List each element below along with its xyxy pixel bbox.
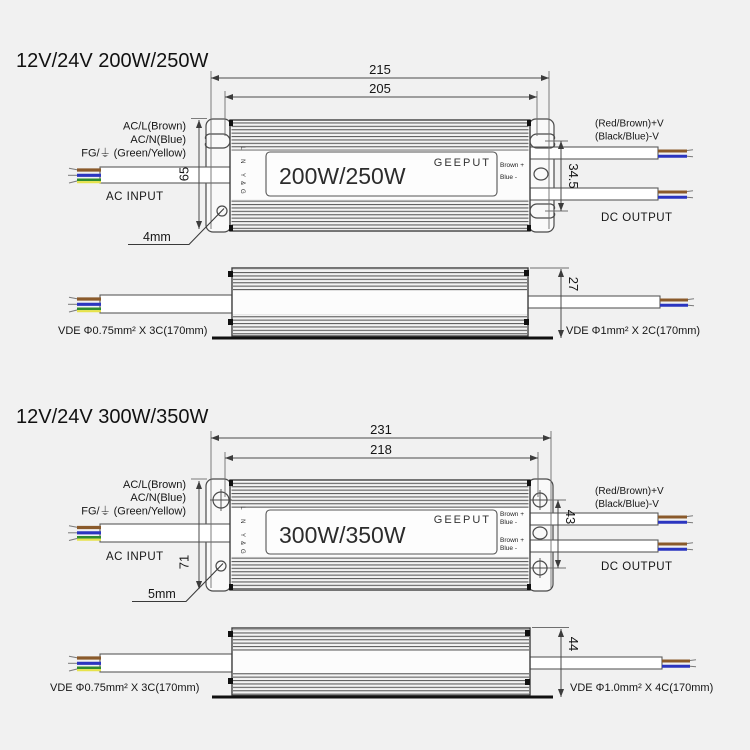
dim-hole-pitch: 43 (563, 509, 578, 525)
dc-negative-label: (Black/Blue)-V (595, 499, 659, 510)
dim-hole-pitch: 34.5 (566, 163, 581, 189)
model-label: 200W/250W (279, 163, 406, 189)
input-cable-spec: VDE Φ0.75mm² X 3C(170mm) (58, 325, 208, 337)
dc-positive-label: (Red/Brown)+V (595, 118, 664, 130)
ac-ground-label: FG/⏚ (Green/Yellow) (81, 147, 186, 160)
dc-negative-label: (Black/Blue)-V (595, 131, 659, 143)
terminal-blue-label: Blue - (500, 174, 517, 181)
hole-diameter-note: 5mm (148, 587, 176, 601)
heatsink-fins-bottom (232, 557, 529, 590)
input-cable-spec: VDE Φ0.75mm² X 3C(170mm) (50, 682, 200, 694)
right-mounting-bracket (528, 479, 553, 591)
ac-live-label: AC/L(Brown) (123, 120, 186, 133)
heatsink-fins-top (232, 482, 529, 509)
dim-outer-length: 231 (370, 422, 392, 437)
terminal-brown-label-2: Brown + (500, 537, 525, 544)
heatsink-fins-top (232, 122, 529, 151)
dim-height: 71 (176, 554, 192, 570)
ac-neutral-label: AC/N(Blue) (130, 134, 186, 146)
ac-input-cable-side (68, 654, 232, 672)
dim-outer-length: 215 (369, 62, 391, 77)
brand-label: GEEPUT (433, 514, 491, 526)
section-title: 12V/24V 200W/250W (16, 50, 209, 72)
dim-inner-length: 205 (369, 81, 391, 96)
dim-height: 65 (176, 166, 192, 182)
terminal-brown-label-1: Brown + (500, 511, 525, 518)
output-cable-spec: VDE Φ1.0mm² X 4C(170mm) (570, 682, 714, 694)
ac-live-label: AC/L(Brown) (123, 479, 186, 491)
dim-inner-length: 218 (370, 442, 392, 457)
ac-input-cable (68, 167, 231, 183)
ac-input-cable (68, 524, 231, 542)
dc-positive-label: (Red/Brown)+V (595, 486, 664, 497)
ac-input-caption: AC INPUT (106, 551, 164, 563)
ac-input-caption: AC INPUT (106, 191, 164, 203)
terminal-marks: L N Y&G (239, 146, 245, 198)
terminal-brown-label: Brown + (500, 162, 525, 169)
base-plate (212, 337, 553, 340)
dim-side-height: 44 (566, 636, 581, 652)
ac-ground-label: FG/⏚ (Green/Yellow) (81, 505, 186, 518)
model-label: 300W/350W (279, 522, 406, 548)
terminal-marks: L N Y&G (239, 506, 245, 558)
terminal-blue-label-1: Blue - (500, 519, 517, 526)
section-title: 12V/24V 300W/350W (16, 406, 209, 428)
dc-output-caption: DC OUTPUT (601, 212, 673, 224)
base-plate (212, 696, 553, 699)
heatsink-fins-bottom (232, 199, 529, 230)
hole-diameter-note: 4mm (143, 230, 171, 244)
output-cable-spec: VDE Φ1mm² X 2C(170mm) (566, 325, 701, 337)
brand-label: GEEPUT (433, 157, 491, 169)
dc-output-caption: DC OUTPUT (601, 561, 673, 573)
dim-side-height: 27 (566, 276, 581, 292)
terminal-blue-label-2: Blue - (500, 545, 517, 552)
ac-neutral-label: AC/N(Blue) (130, 492, 186, 504)
ac-input-cable-side (68, 295, 232, 313)
